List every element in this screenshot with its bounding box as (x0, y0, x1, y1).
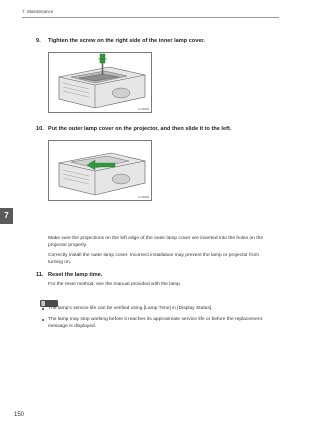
figure-code-1: CUS035 (138, 107, 149, 111)
note-item-line: message is displayed. (48, 324, 97, 330)
step-11-number: 11. (36, 272, 44, 278)
bullet-dot (42, 308, 44, 310)
note-line: Correctly install the outer lamp cover. Incorrect installation may prevent the lamp or projector from (48, 252, 259, 258)
page-number: 150 (14, 412, 25, 418)
note-line: Make sure the projections on the left edge of the outer lamp cover are inserted into the holes on the (48, 236, 264, 241)
note-item-line: The lamp's service life can be verified using [Lamp Time] in [Display Status]. (48, 306, 213, 311)
note-badge-label: Note (46, 294, 57, 300)
note-item-2 (48, 316, 288, 331)
step-9-number: 9. (36, 38, 41, 44)
note-item-1 (48, 305, 288, 312)
header-rule (22, 17, 279, 18)
step-11 (36, 272, 102, 278)
projector-illustration-2 (49, 141, 151, 200)
figure-code-2: CUS036 (138, 195, 149, 199)
step-11-description: For the reset method, see the manual provided with the lamp. (48, 282, 182, 287)
step-11-text: Reset the lamp time. (48, 272, 103, 278)
note-badge (40, 294, 58, 301)
step-10 (36, 126, 231, 132)
figure-tighten-screw (48, 52, 152, 113)
step-10-notes (48, 235, 288, 267)
step-9 (36, 38, 205, 44)
step-9-text: Tighten the screw on the right side of the inner lamp cover. (48, 38, 205, 44)
running-header: 7. Maintenance (22, 9, 54, 14)
note-item-line: The lamp may stop working before it reaches its approximate service life or before the replacement (48, 317, 262, 322)
bullet-dot (42, 319, 44, 321)
figure-slide-cover (48, 140, 152, 201)
note-line: projector properly. (48, 243, 88, 249)
step-10-text: Put the outer lamp cover on the projector, and then slide it to the left. (48, 126, 232, 132)
projector-illustration-1 (49, 53, 151, 112)
chapter-tab: 7 (0, 208, 13, 224)
note-line: turning on. (48, 260, 72, 266)
step-10-number: 10. (36, 126, 44, 132)
